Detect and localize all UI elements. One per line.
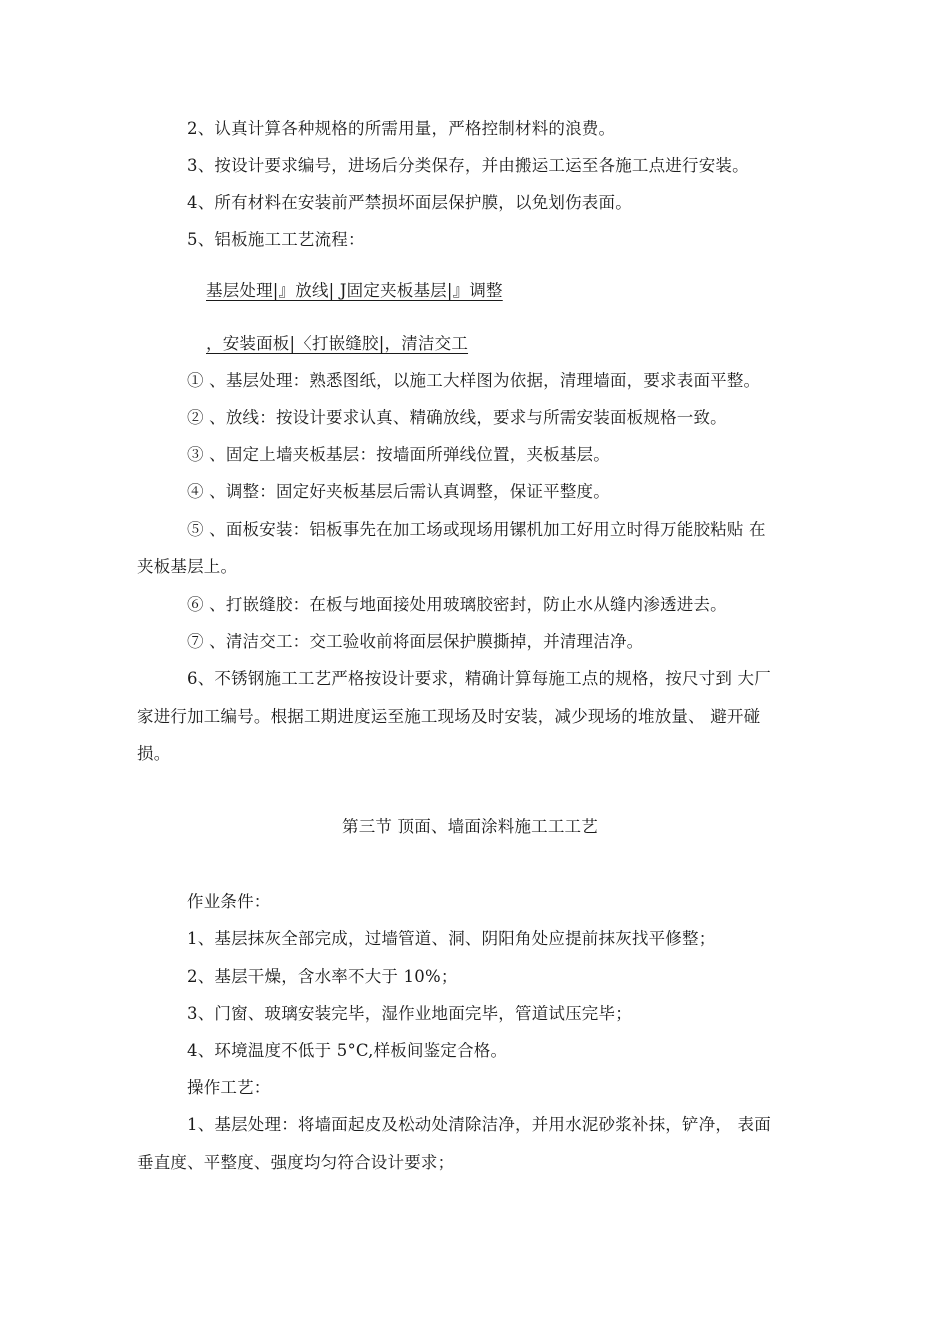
paragraph-process-title: 5、铝板施工工艺流程：: [187, 230, 365, 249]
step-marking: ② 、放线：按设计要求认真、精确放线，要求与所需安装面板规格一致。: [187, 408, 727, 427]
step-adjust: ④ 、调整：固定好夹板基层后需认真调整，保证平整度。: [187, 482, 610, 501]
process-flow-line-2: ，安装面板|〈打嵌缝胶|，清洁交工: [206, 334, 469, 353]
conditions-heading: 作业条件：: [187, 892, 271, 911]
paragraph-material-calc: 2、认真计算各种规格的所需用量，严格控制材料的浪费。: [187, 119, 616, 138]
paragraph-stainless-steel-cont: 家进行加工编号。根据工期进度运至施工现场及时安装，减少现场的堆放量、 避开碰: [137, 707, 761, 726]
paragraph-stainless-steel-end: 损。: [137, 744, 171, 763]
process-flow-line-1: 基层处理|』放线| J固定夹板基层|』调整: [206, 281, 503, 300]
condition-dry-base: 2、基层干燥，含水率不大于 10%；: [187, 967, 458, 986]
paragraph-protective-film: 4、所有材料在安装前严禁损坏面层保护膜，以免划伤表面。: [187, 193, 632, 212]
paragraph-stainless-steel: 6、不锈钢施工工艺严格按设计要求，精确计算每施工点的规格，按尺寸到 大厂: [187, 669, 771, 688]
operation-heading: 操作工艺：: [187, 1078, 271, 1097]
operation-base-treatment-cont: 垂直度、平整度、强度均匀符合设计要求；: [137, 1153, 455, 1172]
condition-temperature: 4、环境温度不低于 5°C,样板间鉴定合格。: [187, 1041, 508, 1060]
step-panel-install: ⑤ 、面板安装：铝板事先在加工场或现场用镙机加工好用立时得万能胶粘贴 在: [187, 520, 766, 539]
condition-plastering: 1、基层抹灰全部完成，过墙管道、洞、阴阳角处应提前抹灰找平修整；: [187, 929, 716, 948]
paragraph-numbering: 3、按设计要求编号，进场后分类保存，并由搬运工运至各施工点进行安装。: [187, 156, 749, 175]
step-cleaning: ⑦ 、清洁交工：交工验收前将面层保护膜撕掉，并清理洁净。: [187, 632, 644, 651]
step-panel-install-cont: 夹板基层上。: [137, 557, 238, 576]
operation-base-treatment: 1、基层处理：将墙面起皮及松动处清除洁净，并用水泥砂浆补抹，铲净， 表面: [187, 1115, 771, 1134]
step-fix-plywood: ③ 、固定上墙夹板基层：按墙面所弹线位置，夹板基层。: [187, 445, 610, 464]
section-title: 第三节 顶面、墙面涂料施工工工艺: [342, 817, 598, 836]
step-caulking: ⑥ 、打嵌缝胶：在板与地面接处用玻璃胶密封，防止水从缝内渗透进去。: [187, 595, 727, 614]
step-base-treatment: ① 、基层处理：熟悉图纸，以施工大样图为依据，清理墙面，要求表面平整。: [187, 371, 761, 390]
condition-doors-windows: 3、门窗、玻璃安装完毕，湿作业地面完毕，管道试压完毕；: [187, 1004, 632, 1023]
